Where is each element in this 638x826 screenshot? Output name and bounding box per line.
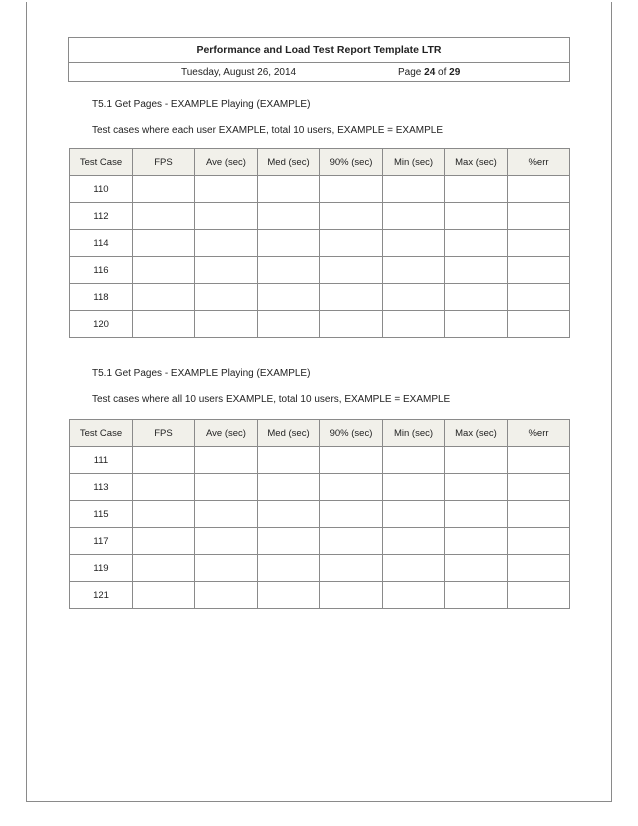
column-header: Min (sec) [383, 420, 445, 447]
table-cell [133, 474, 195, 501]
table-cell [445, 555, 508, 582]
test-case-cell: 121 [70, 582, 133, 609]
table-row [70, 257, 570, 284]
table-row [70, 555, 570, 582]
table-cell [508, 447, 570, 474]
test-case-cell: 117 [70, 528, 133, 555]
table-cell [195, 474, 258, 501]
table-cell [445, 447, 508, 474]
table-row [70, 230, 570, 257]
table-cell [195, 447, 258, 474]
table-cell [383, 555, 445, 582]
table-cell [320, 528, 383, 555]
test-case-cell: 114 [70, 230, 133, 257]
header-date: Tuesday, August 26, 2014 [181, 67, 297, 78]
table-cell [508, 582, 570, 609]
table-cell [133, 447, 195, 474]
table-cell [320, 284, 383, 311]
table-row [70, 284, 570, 311]
table-cell [383, 474, 445, 501]
table-cell [320, 203, 383, 230]
column-header: Max (sec) [445, 420, 508, 447]
header-subline [69, 63, 569, 83]
table-cell [383, 203, 445, 230]
table-cell [133, 501, 195, 528]
column-header: FPS [133, 149, 195, 176]
table-row [70, 582, 570, 609]
test-case-cell: 115 [70, 501, 133, 528]
page-number [398, 63, 460, 83]
test-case-cell: 120 [70, 311, 133, 338]
table-cell [195, 257, 258, 284]
test-case-cell: 113 [70, 474, 133, 501]
table-cell [195, 230, 258, 257]
table-cell [320, 474, 383, 501]
table-cell [508, 203, 570, 230]
table-cell [508, 501, 570, 528]
table-row [70, 311, 570, 338]
table-cell [508, 257, 570, 284]
table-cell [133, 582, 195, 609]
table-cell [133, 203, 195, 230]
table-cell [383, 284, 445, 311]
table-cell [258, 501, 320, 528]
table-cell [383, 582, 445, 609]
table-cell [320, 311, 383, 338]
table-cell [445, 528, 508, 555]
table-cell [508, 284, 570, 311]
table-cell [258, 555, 320, 582]
page-label: Page [398, 67, 422, 78]
table-row [70, 176, 570, 203]
table-cell [445, 284, 508, 311]
table-header-row [70, 149, 570, 176]
table-cell [383, 257, 445, 284]
table-cell [320, 230, 383, 257]
column-header: Ave (sec) [195, 149, 258, 176]
table-cell [133, 528, 195, 555]
table-cell [445, 230, 508, 257]
test-case-cell: 119 [70, 555, 133, 582]
table-cell [508, 230, 570, 257]
table-row [70, 528, 570, 555]
table-cell [195, 582, 258, 609]
table-cell [508, 474, 570, 501]
column-header: Med (sec) [258, 420, 320, 447]
table-cell [445, 474, 508, 501]
table-cell [258, 474, 320, 501]
table-cell [320, 257, 383, 284]
page-current: 24 [424, 67, 436, 78]
table-cell [258, 528, 320, 555]
column-header: Test Case [70, 149, 133, 176]
column-header: Min (sec) [383, 149, 445, 176]
test-case-cell: 112 [70, 203, 133, 230]
table-cell [133, 284, 195, 311]
table-row [70, 447, 570, 474]
table-cell [195, 176, 258, 203]
section2-heading: T5.1 Get Pages - EXAMPLE Playing (EXAMPLE) [92, 368, 311, 379]
table-cell [195, 203, 258, 230]
table-cell [508, 528, 570, 555]
table-cell [445, 311, 508, 338]
table-cell [195, 311, 258, 338]
table-cell [133, 257, 195, 284]
table-cell [383, 311, 445, 338]
column-header: %err [508, 420, 570, 447]
table-cell [445, 203, 508, 230]
table-row [70, 203, 570, 230]
table-cell [258, 176, 320, 203]
table-cell [508, 176, 570, 203]
table-row [70, 501, 570, 528]
table-cell [320, 501, 383, 528]
page-header [68, 37, 570, 82]
results-table-1 [69, 148, 570, 338]
table-cell [195, 501, 258, 528]
column-header: Ave (sec) [195, 420, 258, 447]
table-cell [445, 257, 508, 284]
table-cell [258, 203, 320, 230]
table-cell [133, 555, 195, 582]
table-cell [258, 582, 320, 609]
table-cell [258, 230, 320, 257]
table-cell [445, 176, 508, 203]
table-cell [383, 230, 445, 257]
table-cell [258, 447, 320, 474]
column-header: Test Case [70, 420, 133, 447]
table-cell [258, 257, 320, 284]
column-header: 90% (sec) [320, 420, 383, 447]
table-cell [508, 311, 570, 338]
column-header: Max (sec) [445, 149, 508, 176]
test-case-cell: 110 [70, 176, 133, 203]
table-cell [133, 230, 195, 257]
document-title: Performance and Load Test Report Template LTR [69, 38, 569, 63]
table-cell [320, 176, 383, 203]
table-cell [383, 528, 445, 555]
page-total: 29 [449, 67, 461, 78]
results-table-2 [69, 419, 570, 609]
column-header: FPS [133, 420, 195, 447]
table-cell [383, 501, 445, 528]
table-cell [195, 528, 258, 555]
table-cell [133, 176, 195, 203]
column-header: 90% (sec) [320, 149, 383, 176]
table-cell [383, 447, 445, 474]
table-cell [320, 555, 383, 582]
test-case-cell: 116 [70, 257, 133, 284]
table-row [70, 474, 570, 501]
table-cell [258, 311, 320, 338]
page-of: of [438, 67, 447, 78]
section2-description: Test cases where all 10 users EXAMPLE, total 10 users, EXAMPLE = EXAMPLE [92, 394, 451, 405]
table-header-row [70, 420, 570, 447]
table-cell [445, 582, 508, 609]
column-header: Med (sec) [258, 149, 320, 176]
test-case-cell: 111 [70, 447, 133, 474]
table-cell [258, 284, 320, 311]
table-cell [508, 555, 570, 582]
table-cell [320, 447, 383, 474]
section1-heading: T5.1 Get Pages - EXAMPLE Playing (EXAMPLE) [92, 99, 311, 110]
table-cell [445, 501, 508, 528]
table-cell [320, 582, 383, 609]
table-cell [383, 176, 445, 203]
table-cell [195, 284, 258, 311]
section1-description: Test cases where each user EXAMPLE, total 10 users, EXAMPLE = EXAMPLE [92, 125, 443, 136]
column-header: %err [508, 149, 570, 176]
test-case-cell: 118 [70, 284, 133, 311]
table-cell [195, 555, 258, 582]
table-cell [133, 311, 195, 338]
